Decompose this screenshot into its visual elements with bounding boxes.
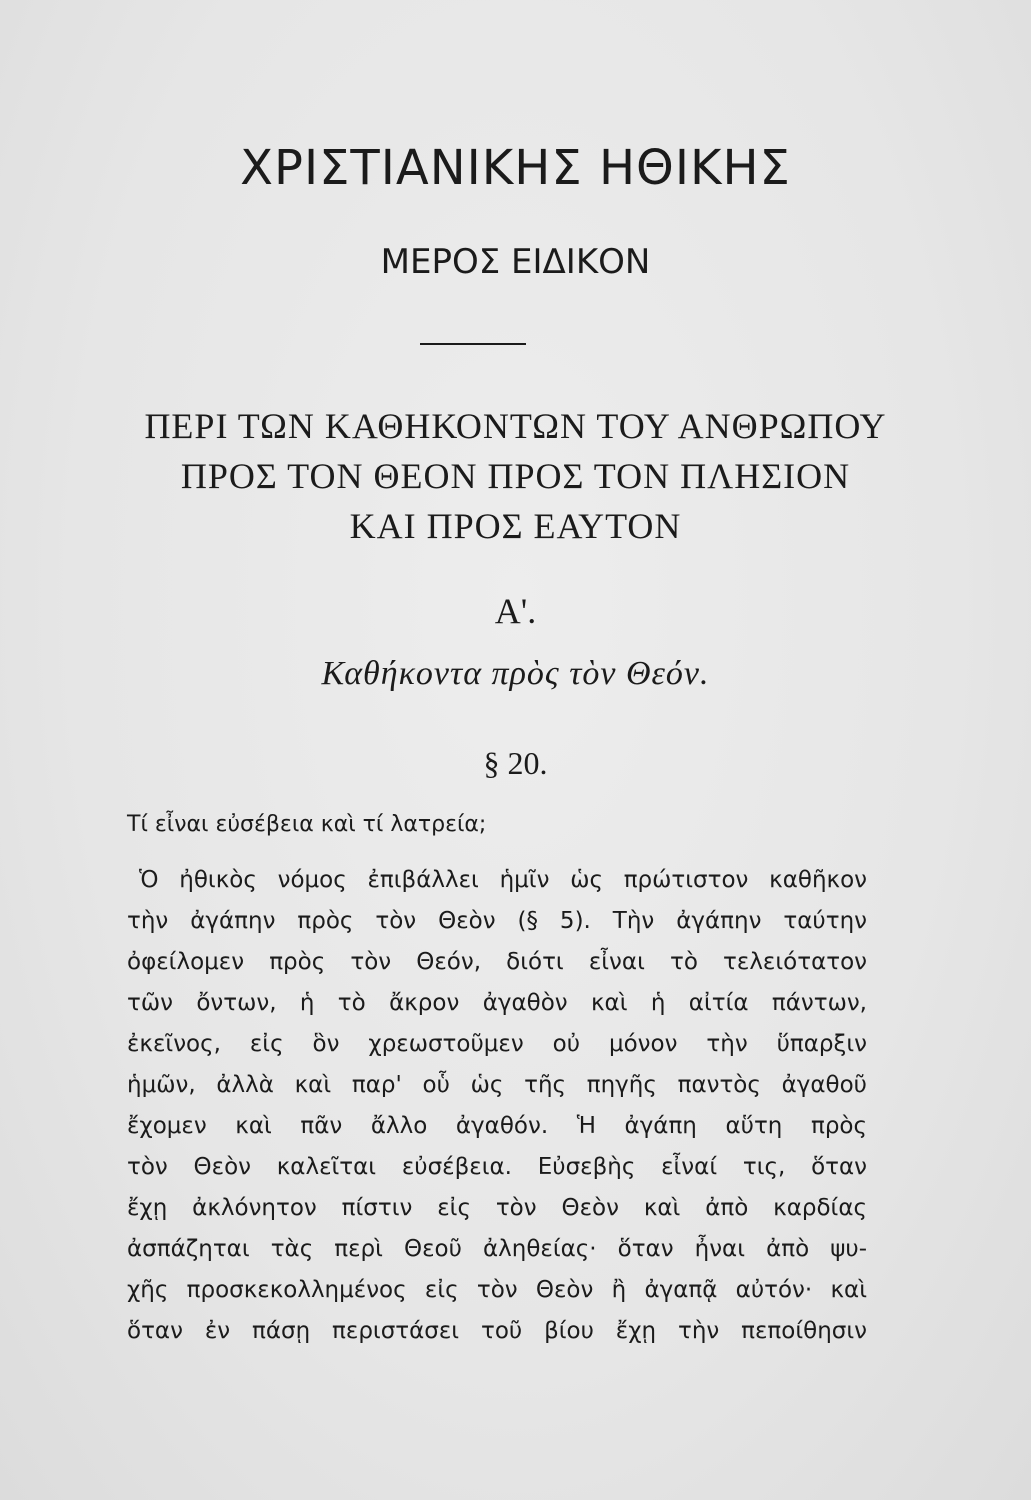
chapter-title: Καθήκοντα πρὸς τὸν Θεόν. bbox=[321, 655, 710, 692]
body-line: τὴν ἀγάπην πρὸς τὸν Θεὸν (§ 5). Τὴν ἀγάπην ταύτην bbox=[127, 908, 867, 934]
body-line: ἡμῶν, ἀλλὰ καὶ παρ' οὗ ὡς τῆς πηγῆς παντὸς ἀγαθοῦ bbox=[127, 1072, 867, 1098]
body-line: ἀσπάζηται τὰς περὶ Θεοῦ ἀληθείας· ὅταν ἦναι ἀπὸ ψυ- bbox=[127, 1236, 867, 1262]
body-line: ὀφείλομεν πρὸς τὸν Θεόν, διότι εἶναι τὸ τελειότατον bbox=[127, 949, 867, 975]
body-line: ἔχῃ ἀκλόνητον πίστιν εἰς τὸν Θεὸν καὶ ἀπὸ καρδίας bbox=[127, 1195, 867, 1221]
body-line: τὸν Θεὸν καλεῖται εὐσέβεια. Εὐσεβὴς εἶναί τις, ὅταν bbox=[127, 1154, 867, 1180]
book-title: ΧΡΙΣΤΙΑΝΙΚΗΣ ΗΘΙΚΗΣ bbox=[240, 140, 791, 196]
body-paragraph bbox=[127, 860, 867, 1352]
body-line: χῆς προσκεκολλημένος εἰς τὸν Θεὸν ἢ ἀγαπᾷ αὐτόν· καὶ bbox=[127, 1277, 867, 1303]
divider-rule bbox=[420, 343, 526, 345]
body-line: ἐκεῖνος, εἰς ὃν χρεωστοῦμεν οὐ μόνον τὴν ὕπαρξιν bbox=[127, 1031, 867, 1057]
chapter-numeral: Α'. bbox=[494, 591, 537, 631]
book-subtitle: ΜΕΡΟΣ ΕΙΔΙΚΟΝ bbox=[380, 242, 651, 282]
heading-line-3: ΚΑΙ ΠΡΟΣ ΕΑΥΤΟΝ bbox=[349, 506, 682, 546]
body-line: ὅταν ἐν πάσῃ περιστάσει τοῦ βίου ἔχῃ τὴν πεποίθησιν bbox=[127, 1318, 867, 1344]
heading-line-1: ΠΕΡΙ ΤΩΝ ΚΑΘΗΚΟΝΤΩΝ ΤΟΥ ΑΝΘΡΩΠΟΥ bbox=[144, 406, 887, 446]
heading-line-2: ΠΡΟΣ ΤΟΝ ΘΕΟΝ ΠΡΟΣ ΤΟΝ ΠΛΗΣΙΟΝ bbox=[180, 456, 851, 496]
body-line: τῶν ὄντων, ἡ τὸ ἄκρον ἀγαθὸν καὶ ἡ αἰτία πάντων, bbox=[127, 990, 867, 1016]
section-number: § 20. bbox=[483, 745, 548, 781]
body-line: Ὁ ἠθικὸς νόμος ἐπιβάλλει ἡμῖν ὡς πρώτιστον καθῆκον bbox=[139, 867, 867, 893]
body-line: ἔχομεν καὶ πᾶν ἄλλο ἀγαθόν. Ἡ ἀγάπη αὕτη πρὸς bbox=[127, 1113, 867, 1139]
section-question: Τί εἶναι εὐσέβεια καὶ τί λατρεία; bbox=[127, 812, 487, 837]
